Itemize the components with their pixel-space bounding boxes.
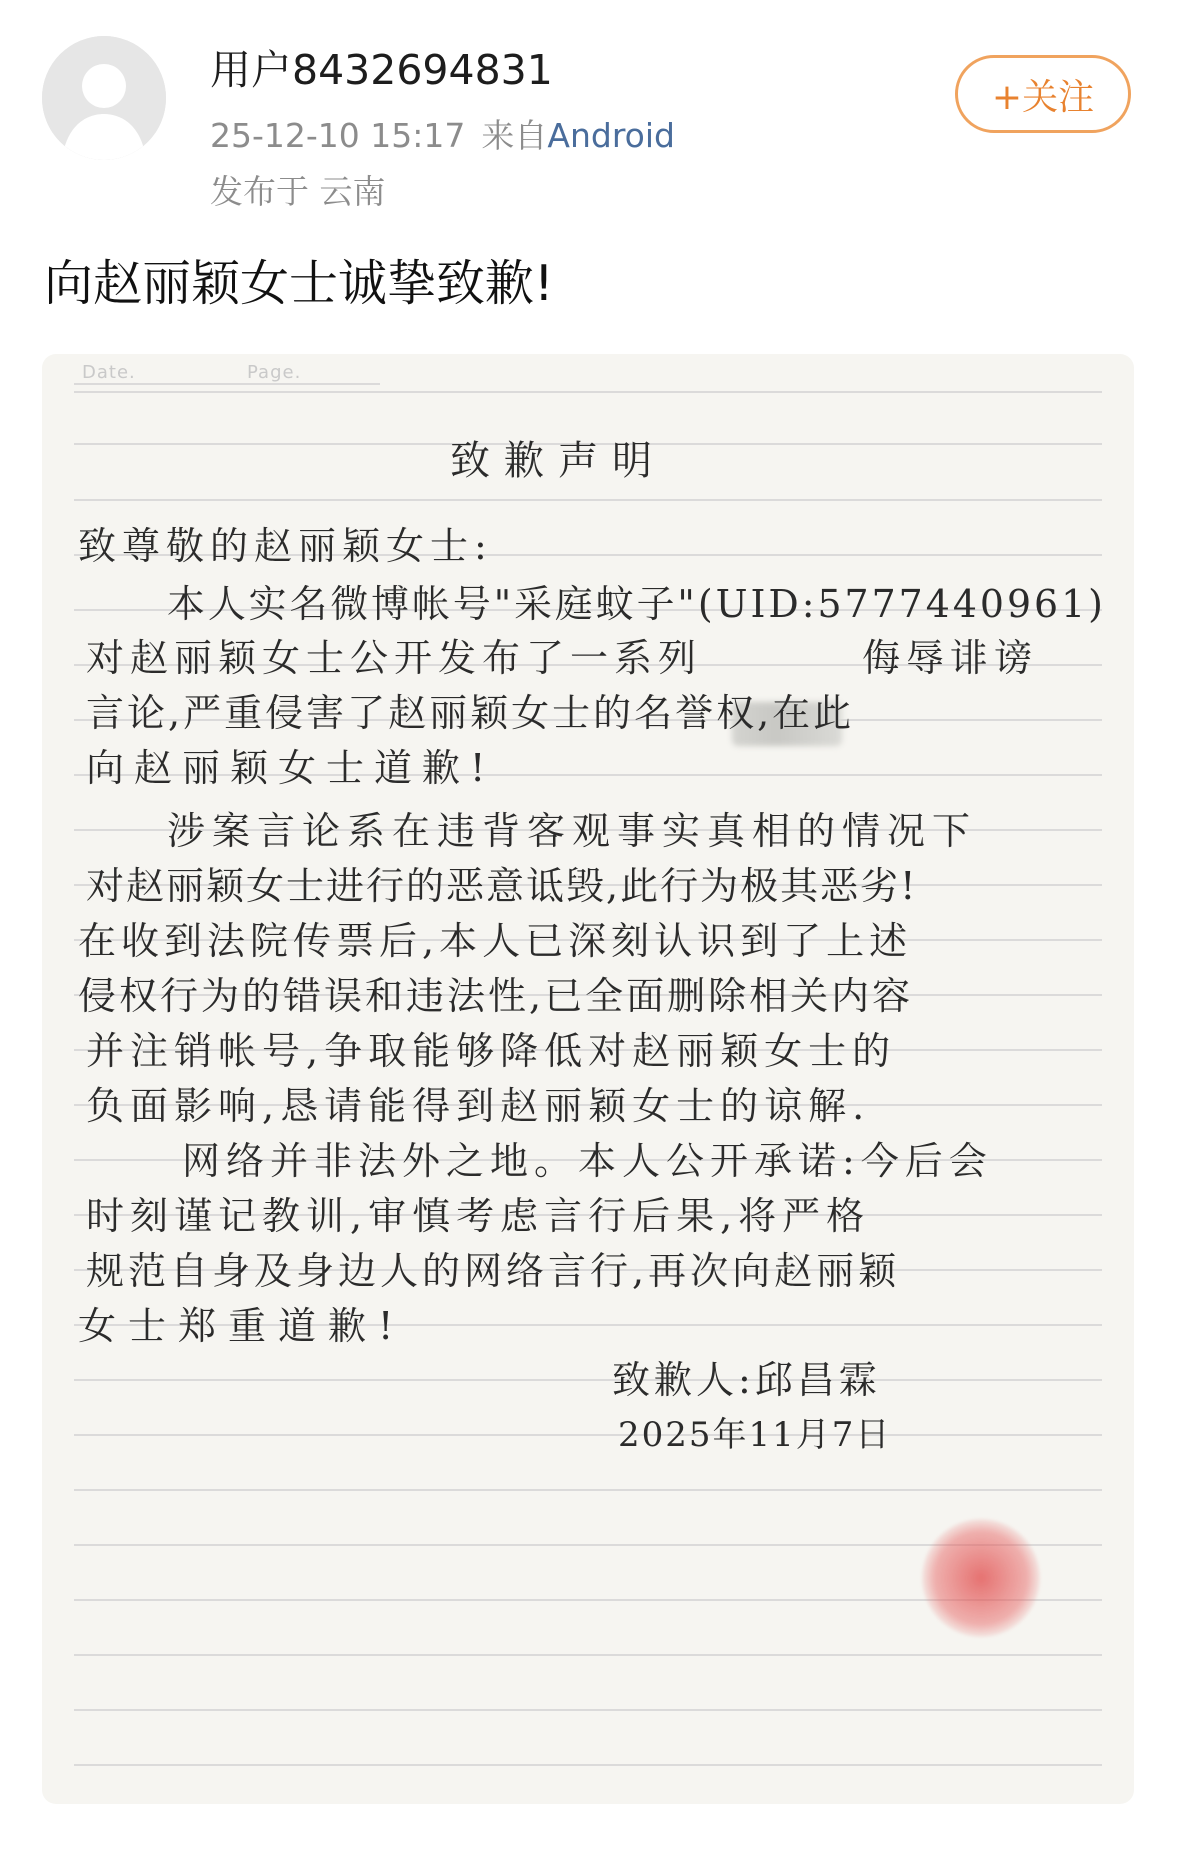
attached-letter-image[interactable] — [42, 354, 1134, 1804]
letter-line: 规范自身及身边人的网络言行,再次向赵丽颖 — [86, 1249, 901, 1293]
letter-line: 对赵丽颖女士进行的恶意诋毁,此行为极其恶劣! — [86, 864, 918, 908]
letter-line: 并注销帐号,争取能够降低对赵丽颖女士的 — [86, 1029, 897, 1073]
letter-line: 本人实名微博帐号"采庭蚊子"(UID:5777440961) — [167, 582, 1106, 626]
letter-line: 在收到法院传票后,本人已深刻认识到了上述 — [78, 919, 913, 963]
letter-signature: 致歉人:邱昌霖 — [612, 1358, 881, 1402]
source-app-link[interactable]: Android — [547, 116, 675, 155]
letter-date: 2025年11月7日 — [618, 1415, 892, 1455]
letter-salutation: 致尊敬的赵丽颖女士: — [78, 524, 493, 568]
default-avatar-icon — [42, 36, 166, 160]
paper-date-label: Date. — [82, 362, 136, 383]
username[interactable]: 用户8432694831 — [210, 46, 553, 94]
letter-line: 侵权行为的错误和违法性,已全面删除相关内容 — [78, 974, 914, 1018]
red-seal-stamp — [922, 1519, 1040, 1637]
letter-line: 侮辱诽谤 — [862, 636, 1039, 680]
letter-line: 负面影响,恳请能得到赵丽颖女士的谅解. — [86, 1084, 871, 1128]
letter-line: 言论,严重侵害了赵丽颖女士的名誉权,在此 — [86, 691, 855, 735]
letter-line: 时刻谨记教训,审慎考虑言行后果,将严格 — [86, 1194, 871, 1238]
post-location: 发布于 云南 — [210, 172, 386, 211]
post-text: 向赵丽颖女士诚挚致歉! — [44, 255, 554, 312]
letter-title: 致歉声明 — [450, 438, 666, 484]
paper-page-label: Page. — [247, 362, 302, 383]
avatar[interactable] — [42, 36, 166, 160]
follow-button[interactable]: +关注 — [955, 55, 1131, 133]
letter-line: 涉案言论系在违背客观事实真相的情况下 — [167, 809, 978, 853]
letter-line: 对赵丽颖女士公开发布了一系列 — [86, 636, 703, 680]
letter-line: 网络并非法外之地。本人公开承诺:今后会 — [182, 1139, 993, 1183]
source-prefix: 来自 — [481, 116, 548, 155]
post-timestamp: 25-12-10 15:17 — [210, 116, 466, 155]
letter-line: 女士郑重道歉! — [78, 1304, 406, 1348]
letter-line: 向赵丽颖女士道歉! — [86, 746, 496, 790]
post-meta — [210, 114, 675, 158]
